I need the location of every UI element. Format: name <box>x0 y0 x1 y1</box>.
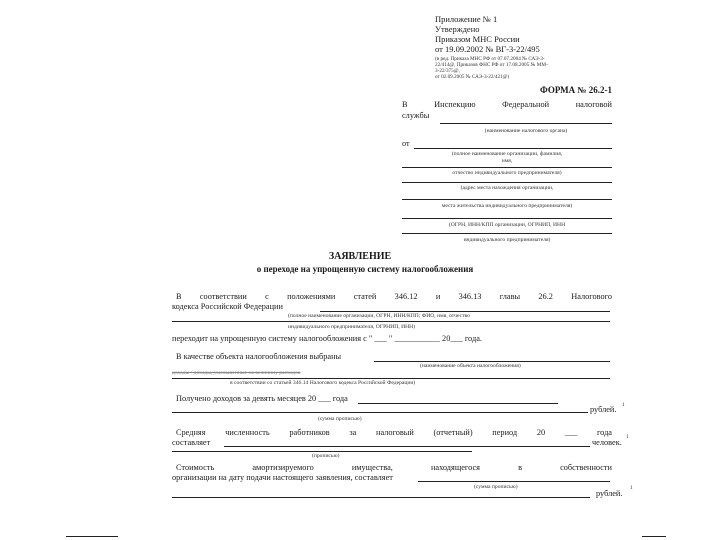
amendment-line-3: 3-22/375@, <box>435 68 460 74</box>
cap-patronymic: отчество индивидуального предпринимателя) <box>452 170 562 176</box>
cap-words: (прописью) <box>312 453 340 459</box>
assets-line-1: Стоимость амортизируемого имущества, находящегося в собственности <box>176 463 612 472</box>
income-line: Получено доходов за девять месяцев 20 ___ года <box>176 394 348 403</box>
cap-ids-b: индивидуального предпринимателя) <box>463 237 551 243</box>
full-name-line <box>320 311 610 312</box>
cap-address-a: (адрес места нахождения организации, <box>460 185 554 191</box>
addressee-line-1: В Инспекцию Федеральной налоговой <box>402 100 612 109</box>
cap-object: (наименование объекта налогообложения) <box>420 363 521 369</box>
rubles-2: рублей. <box>596 489 623 498</box>
ids-line <box>402 218 612 219</box>
ids-line-2 <box>402 233 612 234</box>
from-label: от <box>402 139 410 148</box>
p1-line-1: В соответствии с положениями статей 346.12 и 346.13 главы 26.2 Налогового <box>176 292 612 301</box>
cap-org-name-b: имя, <box>501 158 513 164</box>
cap-full-name: (полное наименование организации, ОГРН, ИНН/КПП; ФИО, имя, отчество <box>288 313 470 319</box>
object-line <box>374 361 610 362</box>
footnote-mark-3: 1 <box>630 485 633 491</box>
cap-ids-a: (ОГРН, ИНН/КПП организации, ОГРНИП, ИНН <box>448 222 566 228</box>
cap-org-name-a: (полное наименование организации, фамилия, <box>451 151 563 157</box>
org-name-line <box>414 148 612 149</box>
cap-address-b: места жительства индивидуального предпринимателя) <box>441 203 573 209</box>
employees-words-line <box>172 451 472 452</box>
cap-tax-authority: (наименование налогового органа) <box>484 128 568 134</box>
document-title: ЗАЯВЛЕНИЕ <box>328 251 392 262</box>
header-line-2: Утверждено <box>435 24 480 34</box>
employees-line <box>224 446 590 447</box>
object-label: В качестве объекта налогообложения выбраны <box>176 352 342 361</box>
scan-edge-left <box>66 536 118 537</box>
assets-line-2: организации на дату подачи настоящего заявления, составляет <box>172 473 393 482</box>
income-sum-line <box>172 412 588 413</box>
header-line-1: Приложение № 1 <box>435 14 498 24</box>
address-line-2 <box>402 199 612 200</box>
header-line-3: Приказом МНС России <box>435 34 520 44</box>
employees-line-1: Средняя численность работников за налоговый (отчетный) период 20 ___ года <box>176 428 612 437</box>
address-line <box>402 182 612 183</box>
p1-line-2: кодекса Российской Федерации <box>172 302 283 311</box>
amendment-line-4: от 02.09.2005 № САЭ-3-22/421@) <box>435 74 510 80</box>
cap-sum-words-2: (сумма прописью) <box>474 484 518 490</box>
document-subtitle: о переходе на упрощенную систему налогообложения <box>256 264 474 274</box>
footnote-mark-2: 1 <box>626 434 629 440</box>
addressee-line-2: службы <box>402 111 430 120</box>
object-line-2 <box>172 378 610 379</box>
patronymic-line <box>402 167 612 168</box>
assets-sum-line <box>172 497 590 498</box>
assets-line <box>418 481 610 482</box>
cap-ip: индивидуального предпринимателя, ОГРНИП, ИНН) <box>288 324 416 330</box>
tax-authority-line <box>440 123 612 124</box>
crossed-note: доходы / доходы, уменьшенные на величину расходов <box>172 370 301 376</box>
amendment-line-2: 22/414@, Приказов ФНС РФ от 17.08.2005 № ММ- <box>435 62 548 68</box>
amendment-line-1: (в ред. Приказа МНС РФ от 07.07.2004 № САЭ-3- <box>435 56 545 62</box>
employees-line-2: составляет <box>172 438 211 447</box>
footnote-mark-1: 1 <box>622 402 625 408</box>
form-number: ФОРМА № 26.2-1 <box>540 85 612 95</box>
ip-line <box>172 321 610 322</box>
people-label: человек. <box>592 438 622 447</box>
cap-sum-words-1: (сумма прописью) <box>318 416 362 422</box>
income-year-line <box>358 403 558 404</box>
header-line-4: от 19.09.2002 № ВГ-3-22/495 <box>435 44 540 54</box>
transition-line: переходит на упрощенную систему налогообложения с " ___ " ___________ 20___ года. <box>172 334 482 343</box>
scan-edge-right <box>642 536 666 537</box>
rubles-1: рублей. <box>590 405 617 414</box>
cap-article: в соответствии со статьей 346.14 Налогового кодекса Российской Федерации) <box>230 380 416 386</box>
